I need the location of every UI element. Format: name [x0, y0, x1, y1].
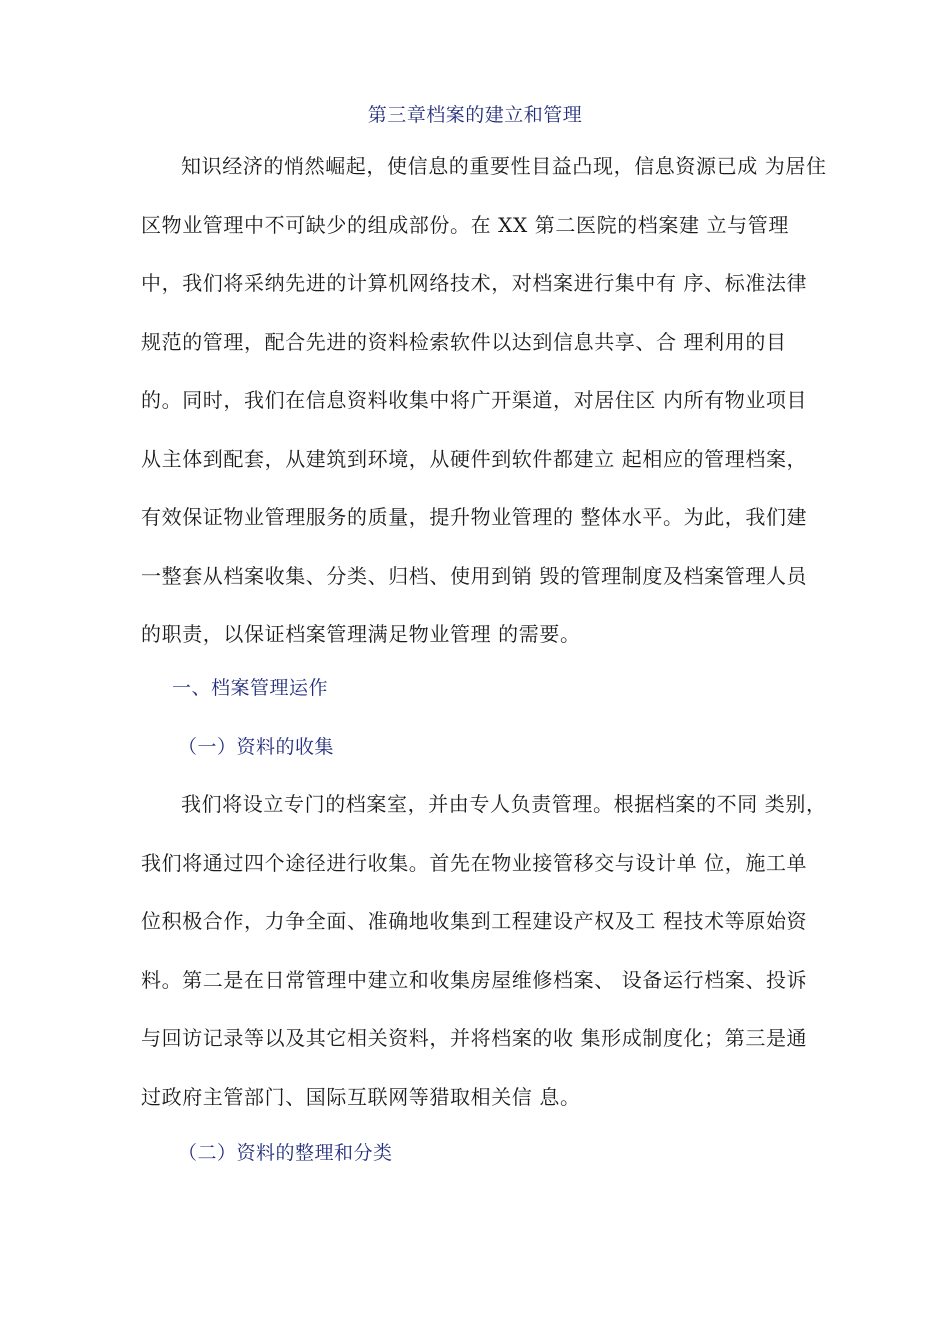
paragraph-line: 有效保证物业管理服务的质量，提升物业管理的 整体水平。为此，我们建: [141, 505, 808, 529]
paragraph-line: 一整套从档案收集、分类、归档、使用到销 毁的管理制度及档案管理人员: [141, 563, 808, 588]
paragraph-line: 我们将设立专门的档案室，并由专人负责管理。根据档案的不同 类别，: [181, 792, 827, 816]
paragraph-intro: [141, 137, 827, 664]
section-heading-archive-operation: 一、档案管理运作: [172, 677, 329, 699]
subsection-heading-sorting: （二）资料的整理和分类: [178, 1142, 393, 1164]
chapter-title: 第三章档案的建立和管理: [367, 104, 583, 126]
paragraph-line: 区物业管理中不可缺少的组成部份。在 XX 第二医院的档案建 立与管理: [141, 212, 789, 237]
paragraph-line: 知识经济的悄然崛起，使信息的重要性目益凸现，信息资源已成 为居住: [181, 154, 827, 178]
paragraph-line: 中，我们将采纳先进的计算机网络技术，对档案进行集中有 序、标准法律: [141, 271, 808, 295]
paragraph-line: 料。第二是在日常管理中建立和收集房屋维修档案、 设备运行档案、投诉: [141, 967, 808, 992]
paragraph-line: 从主体到配套，从建筑到环境，从硬件到软件都建立 起相应的管理档案，: [141, 446, 808, 471]
subsection-heading-collection: （一）资料的收集: [178, 736, 335, 758]
paragraph-line: 与回访记录等以及其它相关资料，并将档案的收 集形成制度化；第三是通: [141, 1026, 808, 1050]
paragraph-line: 我们将通过四个途径进行收集。首先在物业接管移交与设计单 位，施工单: [141, 850, 808, 875]
paragraph-line: 位积极合作，力争全面、准确地收集到工程建设产权及工 程技术等原始资: [141, 909, 808, 933]
paragraph-line: 过政府主管部门、国际互联网等猎取相关信 息。: [141, 1084, 581, 1109]
paragraph-collection: [141, 775, 827, 1126]
paragraph-line: 规范的管理，配合先进的资料检索软件以达到信息共享、合 理利用的目: [141, 329, 787, 354]
paragraph-line: 的职责，以保证档案管理满足物业管理 的需要。: [141, 622, 581, 646]
paragraph-line: 的。同时，我们在信息资料收集中将广开渠道，对居住区 内所有物业项目: [141, 388, 808, 412]
